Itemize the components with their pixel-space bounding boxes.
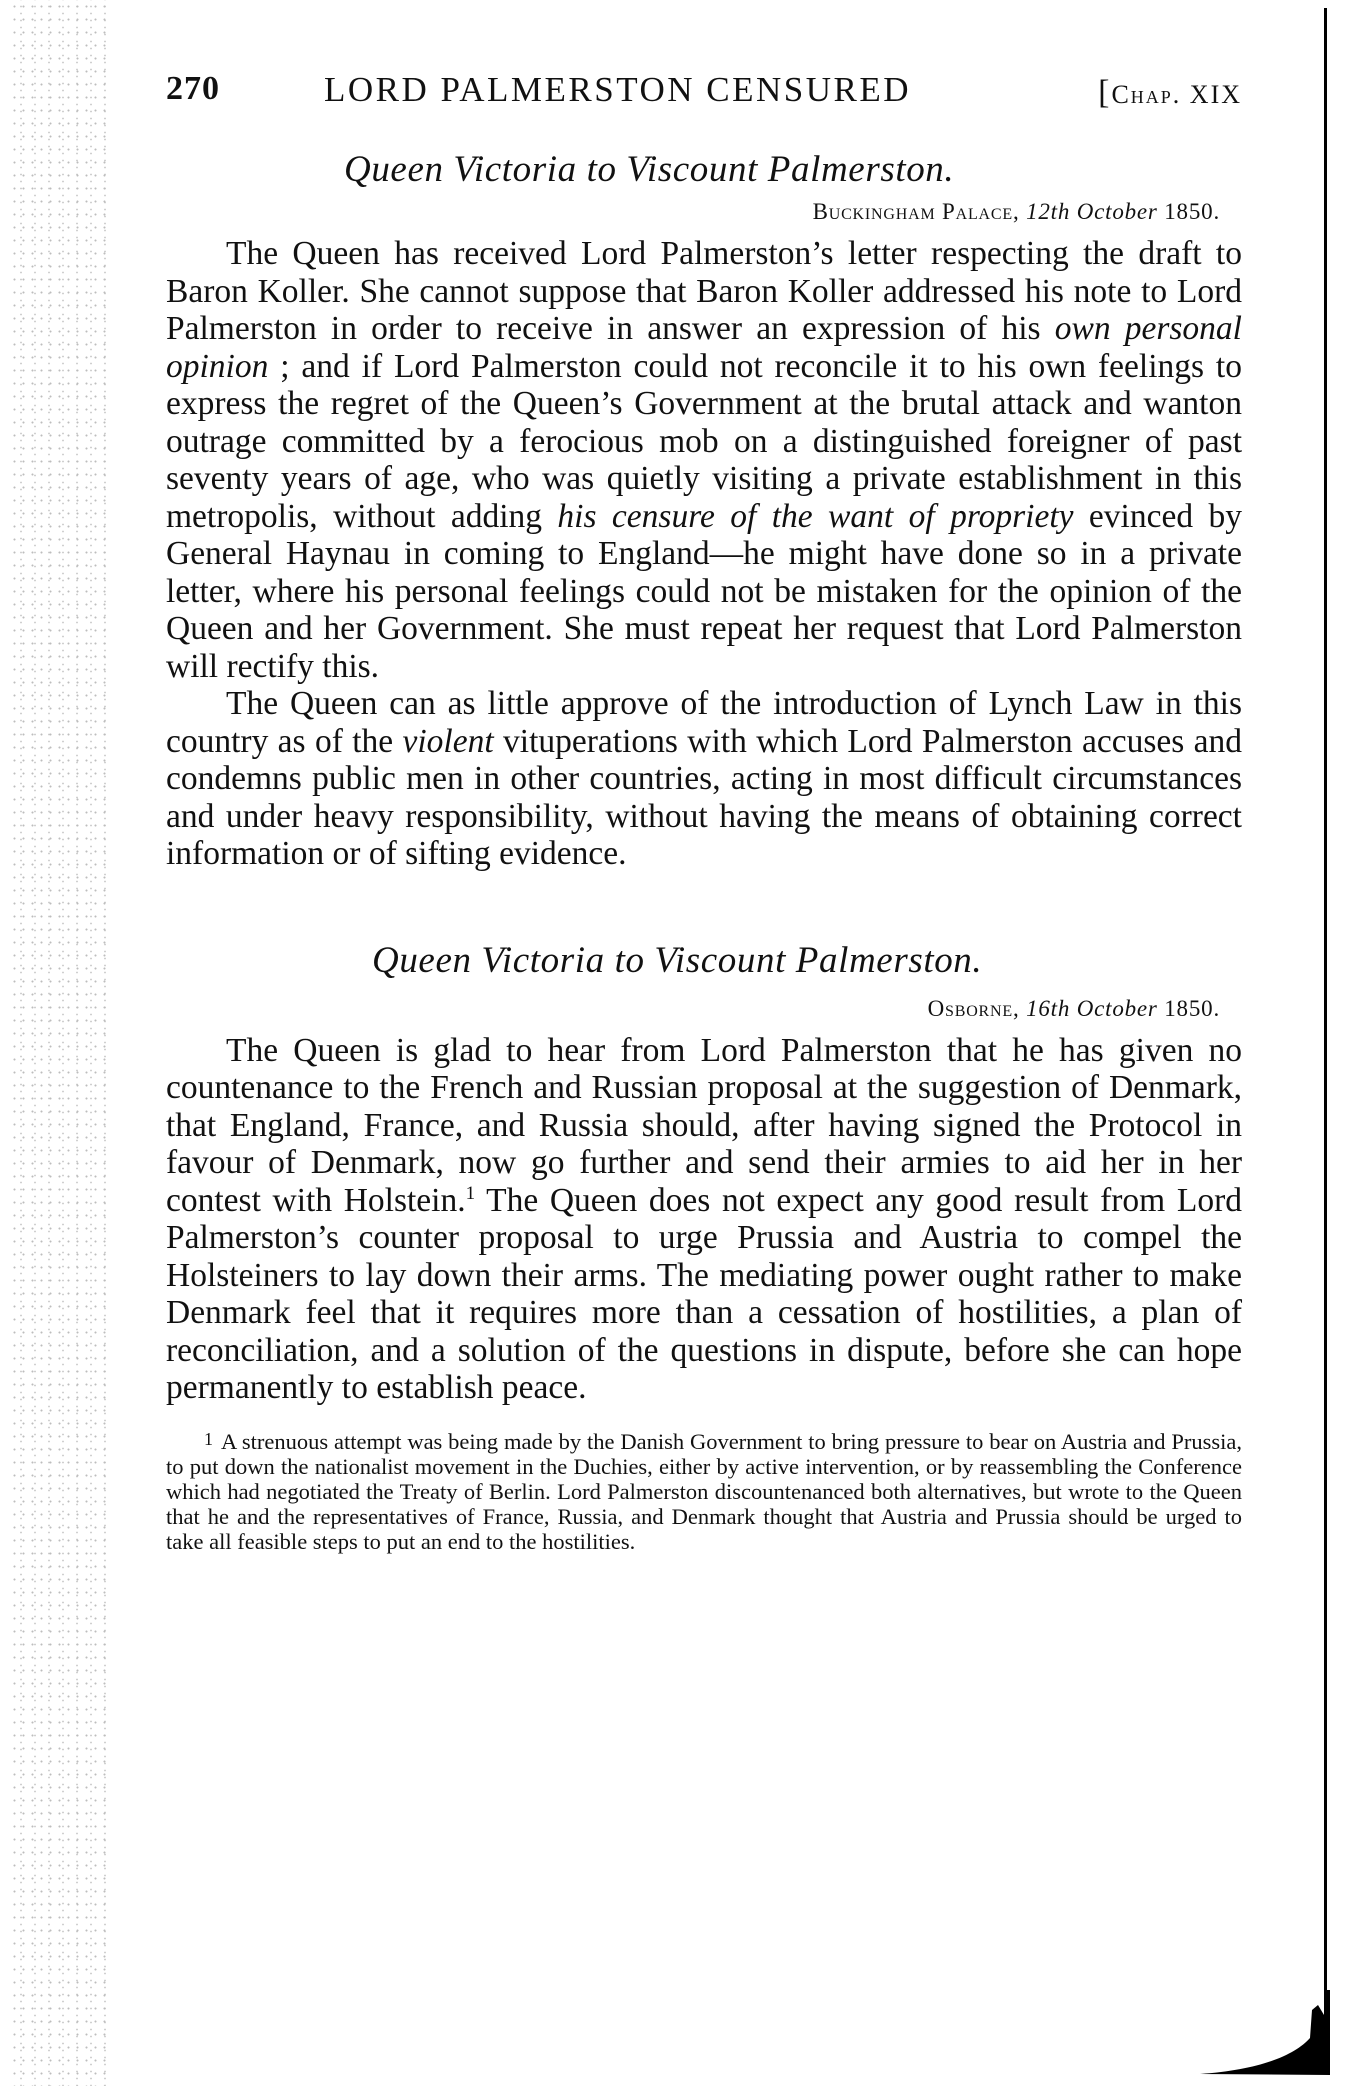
text-run: evinced by General Haynau in coming to England—he might have done so in a private letter, where his personal feelings could not be mistaken for the opinion of the Queen and her Government. She must repeat her request that Lord Palmerston will rectify this. — [166, 497, 1242, 685]
scan-margin-noise — [10, 0, 110, 2086]
letter-heading: Queen Victoria to Viscount Palmerston. — [344, 149, 955, 190]
emphasis-text: own personal opinion — [166, 310, 1242, 385]
dateline-day: 16th — [1026, 995, 1071, 1021]
text-run: ; and if Lord Palmerston could not reconcile it to his own feelings to express the regret of the Queen’s Government at the brutal attack and wanton outrage committed by a ferocious mob on a distinguished foreigner of past seventy years of age, who was quietly visiting a private establishment in this metropolis, without adding — [166, 347, 1242, 535]
footnote — [166, 1427, 1242, 1554]
text-run: The Queen is glad to hear from Lord Palmerston that he has given no countenance to the French and Russian proposal at the suggestion of Denmark, that England, France, and Russia should, after having signed the Protocol in favour of Denmark, now go further and send their armies to aid her in her contest with Holstein. — [166, 1031, 1242, 1219]
letter-heading: Queen Victoria to Viscount Palmerston. — [372, 939, 983, 981]
letter-dateline: Osborne, 16th October 1850. — [927, 995, 1220, 1021]
running-head — [166, 70, 1242, 114]
text-run: The Queen can as little approve of the introduction of Lynch Law in this country as of the — [166, 685, 1242, 760]
text-run: The Queen has received Lord Palmerston’s letter respecting the draft to Baron Koller. She cannot suppose that Baron Koller addressed his note to Lord Palmerston in order to receive in answer an expression of his — [166, 235, 1242, 347]
footnote-text: A strenuous attempt was being made by the Danish Government to bring pressure to bear on Austria and Prussia, to put down the nationalist movement in the Duchies, either by active intervention, or by reassembling the Conference which had negotiated the Treaty of Berlin. Lord Palmerston discountenanced both alternatives, but wrote to the Queen that he and the representatives of France, Russia, and Denmark thought that Austria and Prussia should be urged to take all feasible steps to put an end to the hostilities. — [166, 1428, 1242, 1554]
letter-body — [166, 235, 1242, 873]
dateline-month: October — [1076, 199, 1158, 224]
paragraph — [166, 235, 1242, 685]
emphasis-text: his censure of the want of propriety — [557, 497, 1074, 535]
scan-corner-shadow — [1200, 1990, 1330, 2075]
running-title: LORD PALMERSTON CENSURED — [324, 70, 912, 109]
paragraph — [166, 1032, 1242, 1407]
letter-dateline: Buckingham Palace, 12th October 1850. — [812, 199, 1220, 224]
dateline-month: October — [1076, 995, 1158, 1021]
page-number: 270 — [166, 70, 220, 107]
scan-edge-line — [1324, 8, 1327, 2068]
paragraph — [166, 685, 1242, 873]
letter-1 — [166, 148, 1242, 873]
dateline-day: 12th — [1026, 199, 1071, 224]
dateline-place: Buckingham Palace — [812, 199, 1013, 224]
chapter-text: Chap. XIX — [1111, 80, 1242, 109]
chapter-bracket: [ — [1098, 74, 1112, 111]
text-run: vituperations with which Lord Palmerston accuses and condemns public men in other countries, acting in most difficult circumstances and under heavy responsibility, without having the means of obtaining correct information or of sifting evidence. — [166, 722, 1243, 872]
dateline-place: Osborne — [927, 995, 1013, 1021]
letter-body — [166, 1032, 1242, 1407]
dateline-year: 1850. — [1164, 199, 1220, 224]
dateline-year: 1850. — [1164, 995, 1220, 1021]
book-page — [166, 70, 1242, 1554]
footnote-reference: 1 — [465, 1182, 476, 1204]
text-run: The Queen does not expect any good result from Lord Palmerston’s counter proposal to urge Prussia and Austria to compel the Holsteiners to lay down their arms. The mediating power ought rather to make Denmark feel that it requires more than a cessation of hostilities, a plan of reconciliation, and a solution of the questions in dispute, before she can hope permanently to establish peace. — [166, 1181, 1242, 1406]
footnotes — [166, 1427, 1242, 1554]
chapter-label — [1098, 74, 1242, 112]
footnote-mark: 1 — [204, 1428, 213, 1449]
emphasis-text: violent — [402, 722, 494, 760]
letter-2 — [166, 939, 1242, 1407]
